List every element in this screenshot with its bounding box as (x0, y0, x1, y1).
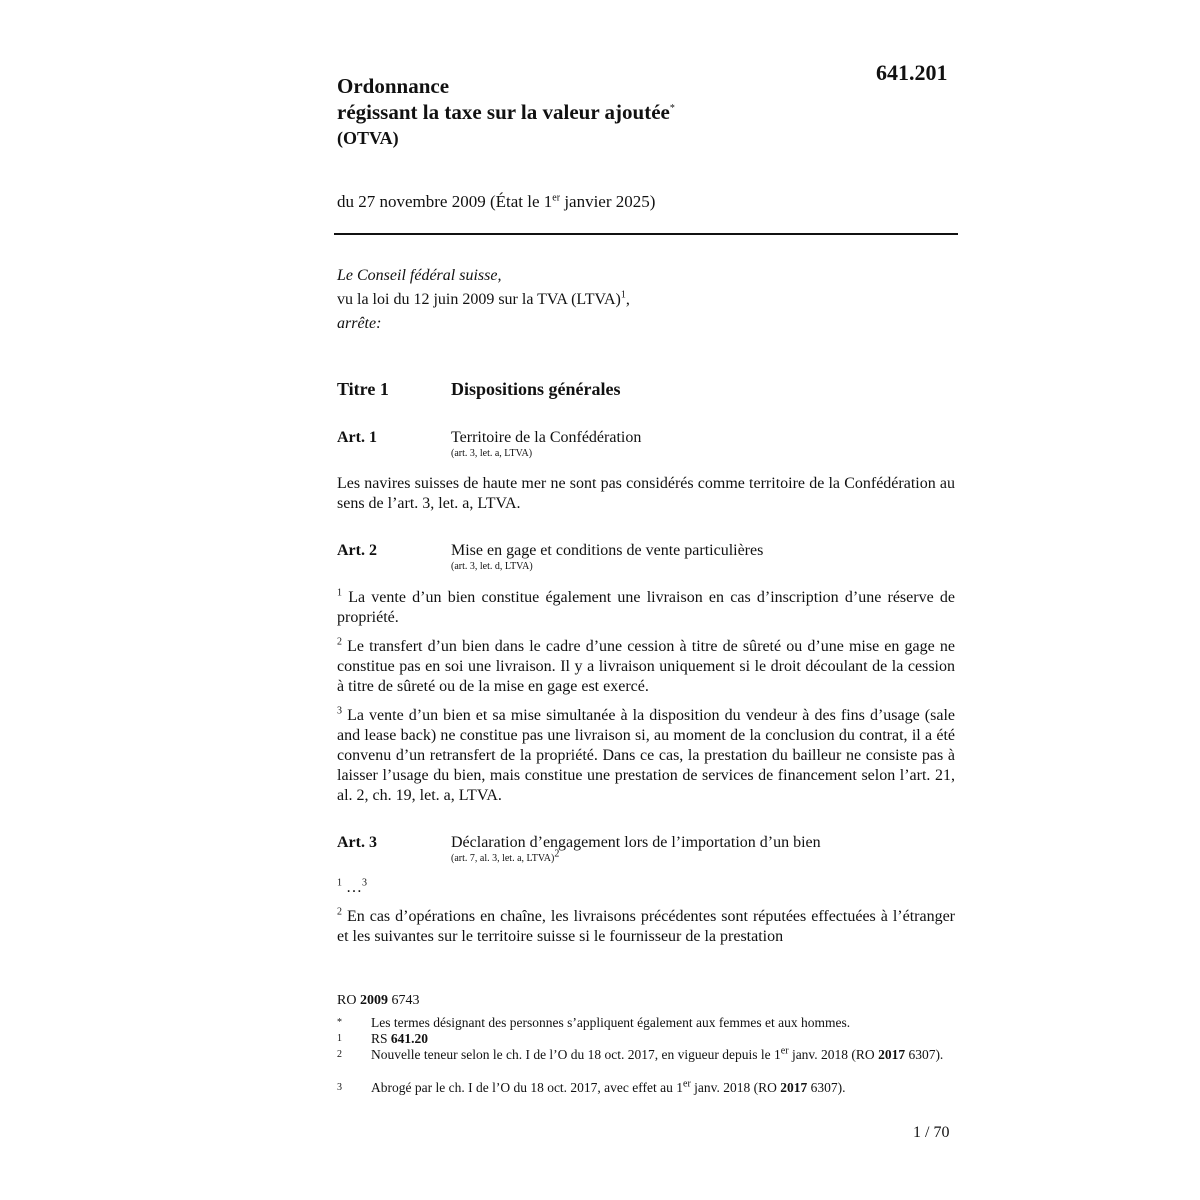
footnote-ro-reference: RO 2009 6743 (337, 993, 420, 1008)
footnote-mark: * (337, 1017, 342, 1028)
title-line-1: Ordonnance (337, 74, 450, 98)
footnote-mark: 1 (337, 1033, 342, 1044)
article-title: Territoire de la Confédération (451, 429, 642, 446)
article-3-heading (337, 834, 821, 864)
title-abbreviation: (OTVA) (337, 128, 399, 148)
titre-text: Dispositions générales (451, 379, 621, 399)
preamble-authority: Le Conseil fédéral suisse, (337, 267, 502, 284)
footnote-text: Abrogé par le ch. I de l’O du 18 oct. 2017, avec effet au 1er janv. 2018 (RO 2017 6307). (371, 1078, 846, 1095)
footnote-mark: 3 (337, 1082, 342, 1093)
footnote-text: Les termes désignant des personnes s’appliquent également aux femmes et aux hommes. (371, 1015, 851, 1030)
article-1-heading (337, 429, 641, 459)
document-date: du 27 novembre 2009 (État le 1er janvier 2025) (337, 192, 656, 211)
article-reference: (art. 7, al. 3, let. a, LTVA)$^2$ (451, 848, 560, 864)
footnote-text: RS 641.20 (371, 1031, 429, 1046)
article-title: Déclaration d’engagement lors de l’importation d’un bien (451, 834, 821, 851)
article-label: Art. 3 (337, 834, 377, 851)
article-2-paragraph-2: $^2$ Le transfert d’un bien dans le cadre d’une cession à titre de sûreté ou d’une mise en gage ne constitue pas en soi une livraison. Il y a livraison uniquement si le droit découlant de la cession à titre de sûreté ou de la mise en gage est exercé. (337, 636, 955, 695)
titre-heading (337, 379, 621, 400)
footnote-ref-3[interactable]: 3 (362, 877, 367, 889)
document-title (337, 73, 675, 151)
article-2-paragraph-3: $^3$ La vente d’un bien et sa mise simultanée à la disposition du vendeur à des fins d’usage (sale and lease back) ne constitue pas une livraison si, au moment de la conclusion du contrat, il a été convenu d’un retransfert de la propriété. Dans ce cas, la prestation du bailleur ne consiste pas à laisser l’usage du bien, mais constitue une prestation de services de financement selon l’art. 21, al. 2, ch. 19, let. a, LTVA. (337, 705, 956, 804)
preamble-basis: vu la loi du 12 juin 2009 sur la TVA (LTVA)$^1$, (337, 289, 630, 308)
footnote-mark: 2 (337, 1049, 342, 1060)
preamble-decree: arrête: (337, 315, 382, 332)
article-label: Art. 1 (337, 429, 377, 446)
title-line-2: régissant la taxe sur la valeur ajoutée* (337, 100, 675, 124)
footnote-text: Nouvelle teneur selon le ch. I de l’O du 18 oct. 2017, en vigueur depuis le 1er janv. 2018 (RO 2017 6307). (371, 1045, 944, 1062)
article-reference: (art. 3, let. d, LTVA) (451, 561, 533, 572)
footnote-1 (337, 1031, 957, 1046)
footnote-ref-2[interactable]: 2 (554, 848, 560, 860)
footnote-3 (337, 1080, 957, 1095)
article-label: Art. 2 (337, 542, 377, 559)
article-1-paragraph: Les navires suisses de haute mer ne sont pas considérés comme territoire de la Confédération au sens de l’art. 3, let. a, LTVA. (337, 475, 955, 512)
article-2-heading (337, 542, 763, 572)
sr-number: 641.201 (876, 60, 948, 85)
title-footnote-mark: * (669, 103, 675, 114)
article-title: Mise en gage et conditions de vente particulières (451, 542, 764, 559)
article-reference: (art. 3, let. a, LTVA) (451, 448, 533, 459)
preamble (337, 264, 630, 336)
article-3-paragraph-1: $^1$ …$^3$ (337, 877, 367, 896)
titre-label: Titre 1 (337, 379, 389, 399)
article-3-paragraph-2: $^2$ En cas d’opérations en chaîne, les livraisons précédentes sont réputées effectuées à l’étranger et les suivantes sur le territoire suisse si le fournisseur de la prestation (337, 906, 956, 945)
footnote-2 (337, 1047, 957, 1062)
page-number: 1 / 70 (913, 1124, 950, 1141)
footnote-ref-1[interactable]: 1 (620, 289, 626, 301)
header-divider (334, 233, 958, 235)
article-2-paragraph-1: $^1$ La vente d’un bien constitue également une livraison en cas d’inscription d’une réserve de propriété. (337, 587, 956, 626)
footnote-star (337, 1015, 957, 1030)
